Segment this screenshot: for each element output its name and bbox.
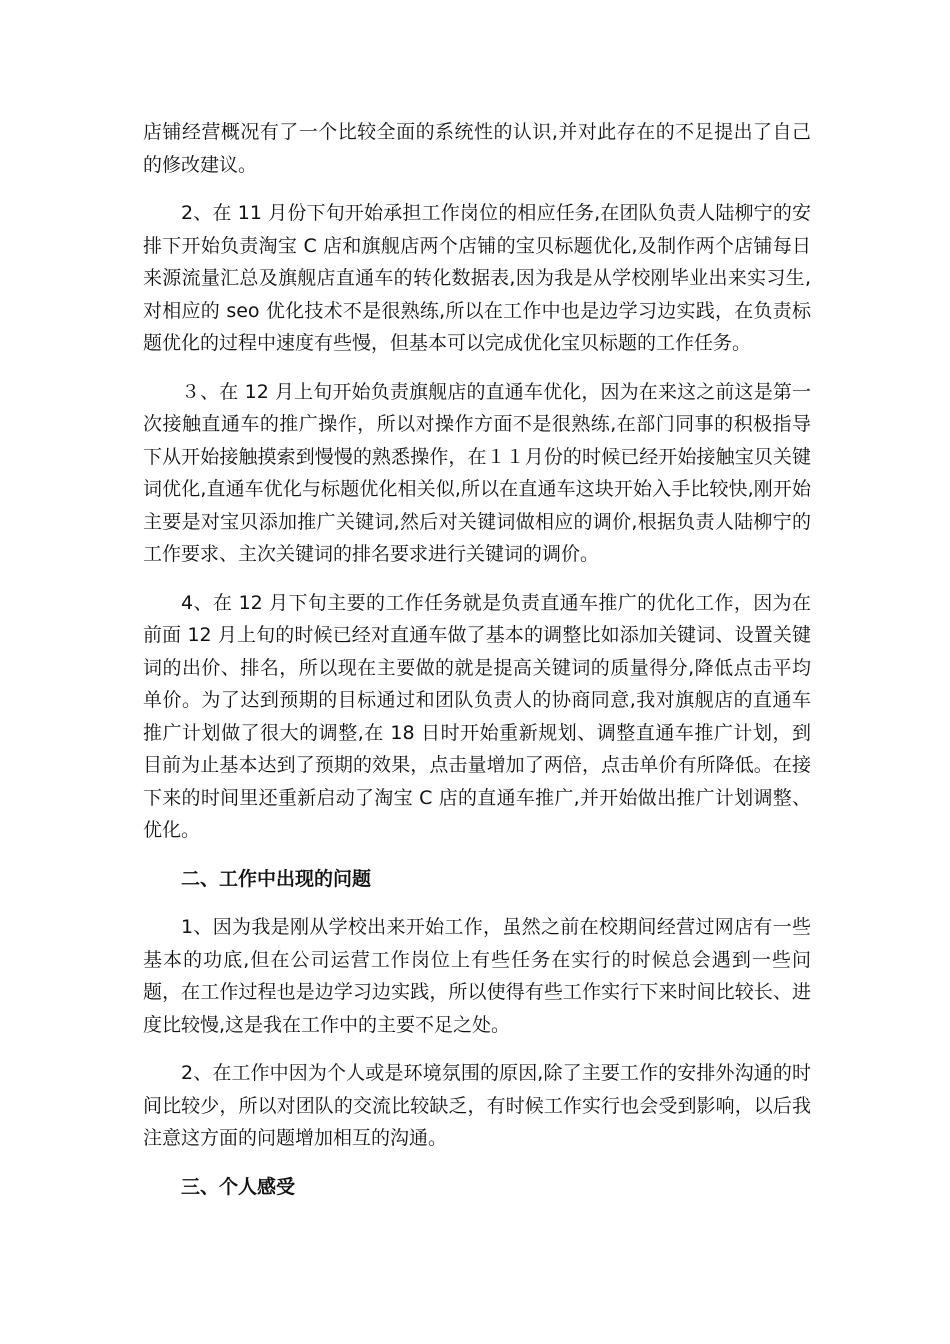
paragraph-problem-1: 1、因为我是刚从学校出来开始工作，虽然之前在校期间经营过网店有一些基本的功底,但在公司运营工作岗位上有些任务在实行的时候总会遇到一些问题，在工作过程也是边学习边实践，所以使得有些工作实行下来时间比较长、进度比较慢,这是我在工作中的主要不足之处。 [143, 916, 811, 1036]
paragraph-continuation: 店铺经营概况有了一个比较全面的系统性的认识,并对此存在的不足提出了自己的修改建议。 [143, 121, 811, 176]
paragraph-problem-2: 2、在工作中因为个人或是环境氛围的原因,除了主要工作的安排外沟通的时间比较少，所以对团队的交流比较缺乏，有时候工作实行也会受到影响，以后我注意这方面的问题增加相互的沟通。 [143, 1062, 811, 1149]
paragraph-item-2: 2、在 11 月份下旬开始承担工作岗位的相应任务,在团队负责人陆柳宁的安排下开始负责淘宝 C 店和旗舰店两个店铺的宝贝标题优化,及制作两个店铺每日来源流量汇总及旗舰店直通车的转化数据表,因为我是从学校刚毕业出来实习生,对相应的 seo 优化技术不是很熟练,所以在工作中也是边学习边实践，在负责标题优化的过程中速度有些慢，但基本可以完成优化宝贝标题的工作任务。 [143, 202, 811, 354]
section-heading-problems: 二、工作中出现的问题 [181, 867, 372, 890]
paragraph-item-4: 4、在 12 月下旬主要的工作任务就是负责直通车推广的优化工作，因为在前面 12 月上旬的时候已经对直通车做了基本的调整比如添加关键词、设置关键词的出价、排名，所以现在主要做的就是提高关键词的质量得分,降低点击平均单价。为了达到预期的目标通过和团队负责人的协商同意,我对旗舰店的直通车推广计划做了很大的调整,在 18 日时开始重新规划、调整直通车推广计划，到目前为止基本达到了预期的效果，点击量增加了两倍，点击单价有所降低。在接下来的时间里还重新启动了淘宝 C 店的直通车推广,并开始做出推广计划调整、优化。 [143, 591, 811, 841]
document-body [143, 116, 811, 1219]
paragraph-item-3: ３、在 12 月上旬开始负责旗舰店的直通车优化，因为在来这之前这是第一次接触直通车的推广操作，所以对操作方面不是很熟练,在部门同事的积极指导下从开始接触摸索到慢慢的熟悉操作，在１１月份的时候已经开始接触宝贝关键词优化,直通车优化与标题优化相关似,所以在直通车这块开始入手比较快,刚开始主要是对宝贝添加推广关键词,然后对关键词做相应的调价,根据负责人陆柳宁的工作要求、主次关键词的排名要求进行关键词的调价。 [143, 380, 811, 565]
section-heading-feelings: 三、个人感受 [181, 1175, 296, 1198]
